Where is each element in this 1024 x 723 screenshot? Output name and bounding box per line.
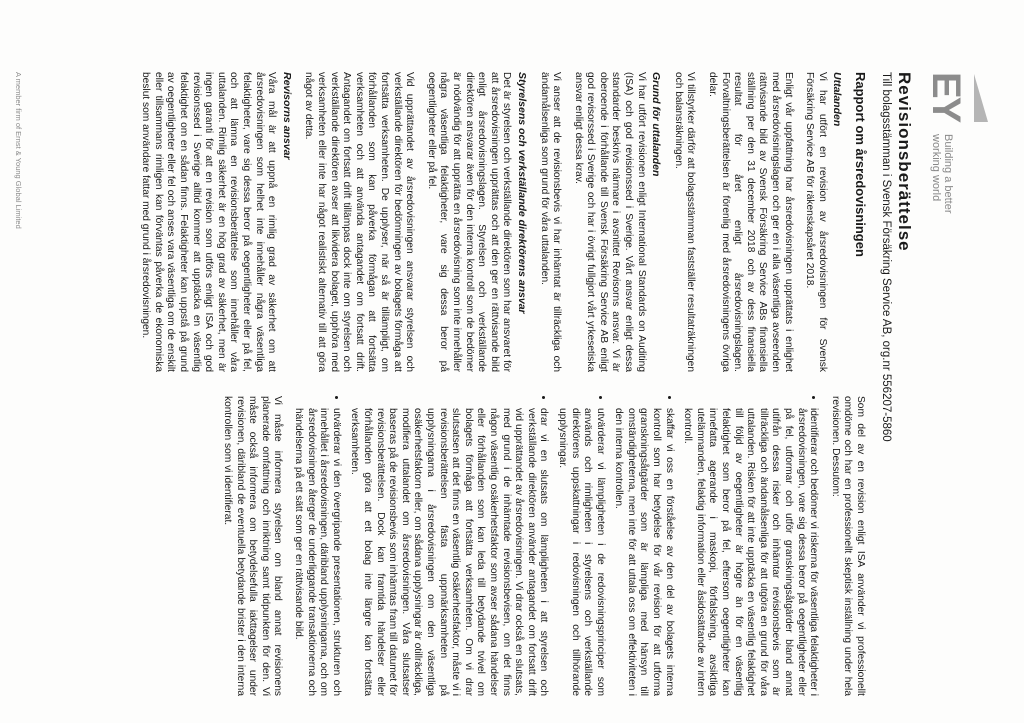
footer-note: A member firm of Ernst & Young Global Limited — [14, 72, 23, 229]
body-columns — [130, 72, 866, 697]
paragraph: Våra mål är att uppnå en rimlig grad av säkerhet om att årsredovisningen som helhet inte innehåller några väsentliga felaktigheter, vare sig dessa beror på oegentligheter eller på fel, och att lämna en revisionsberättelse som innehåller våra uttalanden. Rimlig säkerhet är en hög grad av säkerhet, men är ingen garanti för att en revision som utförs enligt ISA och god revisionssed i Sverige alltid kommer att upptäcka en väsentlig felaktighet om en sådan finns. Felaktigheter kan uppstå på grund av oegentligheter eller fel och anses vara väsentliga om de enskilt eller tillsammans rimligen kan förväntas påverka de ekonomiska beslut som användare fattar med grund i årsredovisningen. — [140, 72, 278, 372]
paragraph: Vi tillstyrker därför att bolagsstämman fastställer resultaträkningen och balansräkningen. — [672, 72, 697, 372]
bullet-list — [291, 396, 819, 696]
paragraph: Vid upprättandet av årsredovisningen ansvarar styrelsen och verkställande direktören för bedömningen av bolagets förmåga att fortsätta verksamheten. De upplyser, när så är tillämpligt, om förhållanden som kan påverka förmågan att fortsätta verksamheten och att använda antagandet om fortsatt drift. Antagandet om fortsatt drift tillämpas dock inte om styrelsen och verkställande direktören avser att likvidera bolaget, upphöra med verksamheten eller inte har något realistiskt alternativ till att göra något av detta. — [303, 72, 416, 372]
section-title: Rapport om årsredovisningen — [853, 72, 868, 257]
list-item: • drar vi en slutsats om lämpligheten i att styrelsen och verkställande direktören använder antagandet om fortsatt drift vid upprättandet av årsredovisningen. Vi drar också en slutsats, med grund i de inhämtade revisionsbevisen, om det finns någon väsentlig osäkerhetsfaktor som avser sådana händelser eller förhållanden som kan leda till betydande tvivel om bolagets förmåga att fortsätta verksamheten. Om vi drar slutsatsen att det finns en väsentlig osäkerhetsfaktor, måste vi i revisionsberättelsen fästa uppmärksamheten på upplysningarna i årsredovisningen om den väsentliga osäkerhetsfaktorn eller, om sådana upplysningar är otillräckliga, modifiera uttalandet om årsredovisningen. Våra slutsatser baseras på de revisionsbevis som inhämtas fram till datumet för revisionsberättelsen. Dock kan framtida händelser eller förhållanden göra att ett bolag inte längre kan fortsätta verksamheten. — [348, 408, 550, 696]
list-item: • utvärderar vi den övergripande presentationen, strukturen och innehållet i årsredovisningen, däribland upplysningarna, och om årsredovisningen återger de underliggande transaktionerna och händelserna på ett sätt som ger en rättvisande bild. — [291, 408, 341, 696]
paragraph: Vi har utfört en revision av årsredovisningen för Svensk Försäkring Service AB för räkenskapsåret 2018. — [804, 72, 828, 372]
paragraph: Som del av en revision enligt ISA använder vi professionellt omdöme och har en professionellt skeptisk inställning under hela revisionen. Dessutom: — [829, 396, 866, 696]
heading-styrelsens-ansvar: Styrelsens och verkställande direktörens ansvar — [515, 72, 528, 314]
list-item: • utvärderar vi lämpligheten i de redovisningsprinciper som används och rimligheten i styrelsens och verkställande direktörens uppskattningar i redovisningen och tillhörande upplysningar. — [555, 408, 605, 696]
right-column — [130, 396, 866, 696]
heading-revisorns-ansvar: Revisorns ansvar — [280, 72, 293, 160]
logo-beam — [974, 74, 988, 122]
logo-text: EY — [924, 72, 968, 122]
heading-uttalanden: Uttalanden — [831, 72, 844, 127]
paragraph: Vi anser att de revisionsbevis vi har inhämtat är tillräckliga och ändamålsenliga som grund för våra uttalanden. — [538, 72, 563, 372]
tagline-line-2: working world — [930, 134, 942, 202]
tagline — [930, 134, 954, 214]
heading-grund: Grund för uttalanden — [650, 72, 663, 177]
paragraph: Enligt vår uppfattning har årsredovisningen upprättats i enlighet med årsredovisningslagen och ger en i alla väsentliga avseenden rättvisande bild av Svensk Försäkring Service ABs finansiella ställning per den 31 december 2018 och av dess finansiella resultat för året enligt årsredovisningslagen. Förvaltningsberättelsen är förenlig med årsredovisningens övriga delar. — [707, 72, 794, 372]
header — [926, 72, 1006, 697]
paragraph: Det är styrelsen och verkställande direktören som har ansvaret för att årsredovisningen upprättas och att den ger en rättvisande bild enligt årsredovisningslagen. Styrelsen och verkställande direktören ansvarar även för den interna kontroll som de bedömer är nödvändig för att upprätta en årsredovisning som inte innehåller några väsentliga felaktigheter, vare sig dessa beror på oegentligheter eller på fel. — [425, 72, 513, 372]
paragraph: Vi har utfört revisionen enligt International Standards on Auditing (ISA) och god revisionssed i Sverige. Vårt ansvar enligt dessa standarder beskrivs närmare i avsnittet Revisorns ansvar. Vi är oberoende i förhållande till Svensk Försäkring Service AB enligt god revisorssed i Sverige och har i övrigt fullgjort vårt yrkesetiska ansvar enligt dessa krav. — [572, 72, 647, 372]
list-item: • identifierar och bedömer vi riskerna för väsentliga felaktigheter i årsredovisningen, vare sig dessa beror på oegentligheter eller på fel, utformar och utför granskningsåtgärder bland annat utifrån dessa risker och inhämtar revisionsbevis som är tillräckliga och ändamålsenliga för att utgöra en grund för våra uttalanden. Risken för att inte upptäcka en väsentlig felaktighet till följd av oegentligheter är högre än för en väsentlig felaktighet som beror på fel, eftersom oegentligheter kan innefatta agerande i maskopi, förfalskning, avsiktliga utelämnanden, felaktig information eller åsidosättande av intern kontroll. — [681, 408, 820, 696]
ey-logo-icon — [926, 72, 988, 124]
paragraph: Vi måste informera styrelsen om bland annat revisionens planerade omfattning och inriktning samt tidpunkten för den. Vi måste också informera om betydelsefulla iakttagelser under revisionen, däribland de eventuella betydande brister i den interna kontrollen som vi identifierat. — [222, 396, 284, 696]
addressee: Till bolagsstämman i Svensk Försäkring Service AB, org.nr 556207-5860 — [880, 72, 892, 442]
report-title: Revisionsberättelse — [895, 72, 914, 252]
left-column — [130, 72, 866, 372]
tagline-line-1: Building a better — [942, 134, 954, 214]
list-item: • skaffar vi oss en förståelse av den del av bolagets interna kontroll som har betydelse för vår revision för att utforma granskningsåtgärder som är lämpliga med hänsyn till omständigheterna, men inte för att uttala oss om effektiviteten i den interna kontrollen. — [612, 408, 675, 696]
